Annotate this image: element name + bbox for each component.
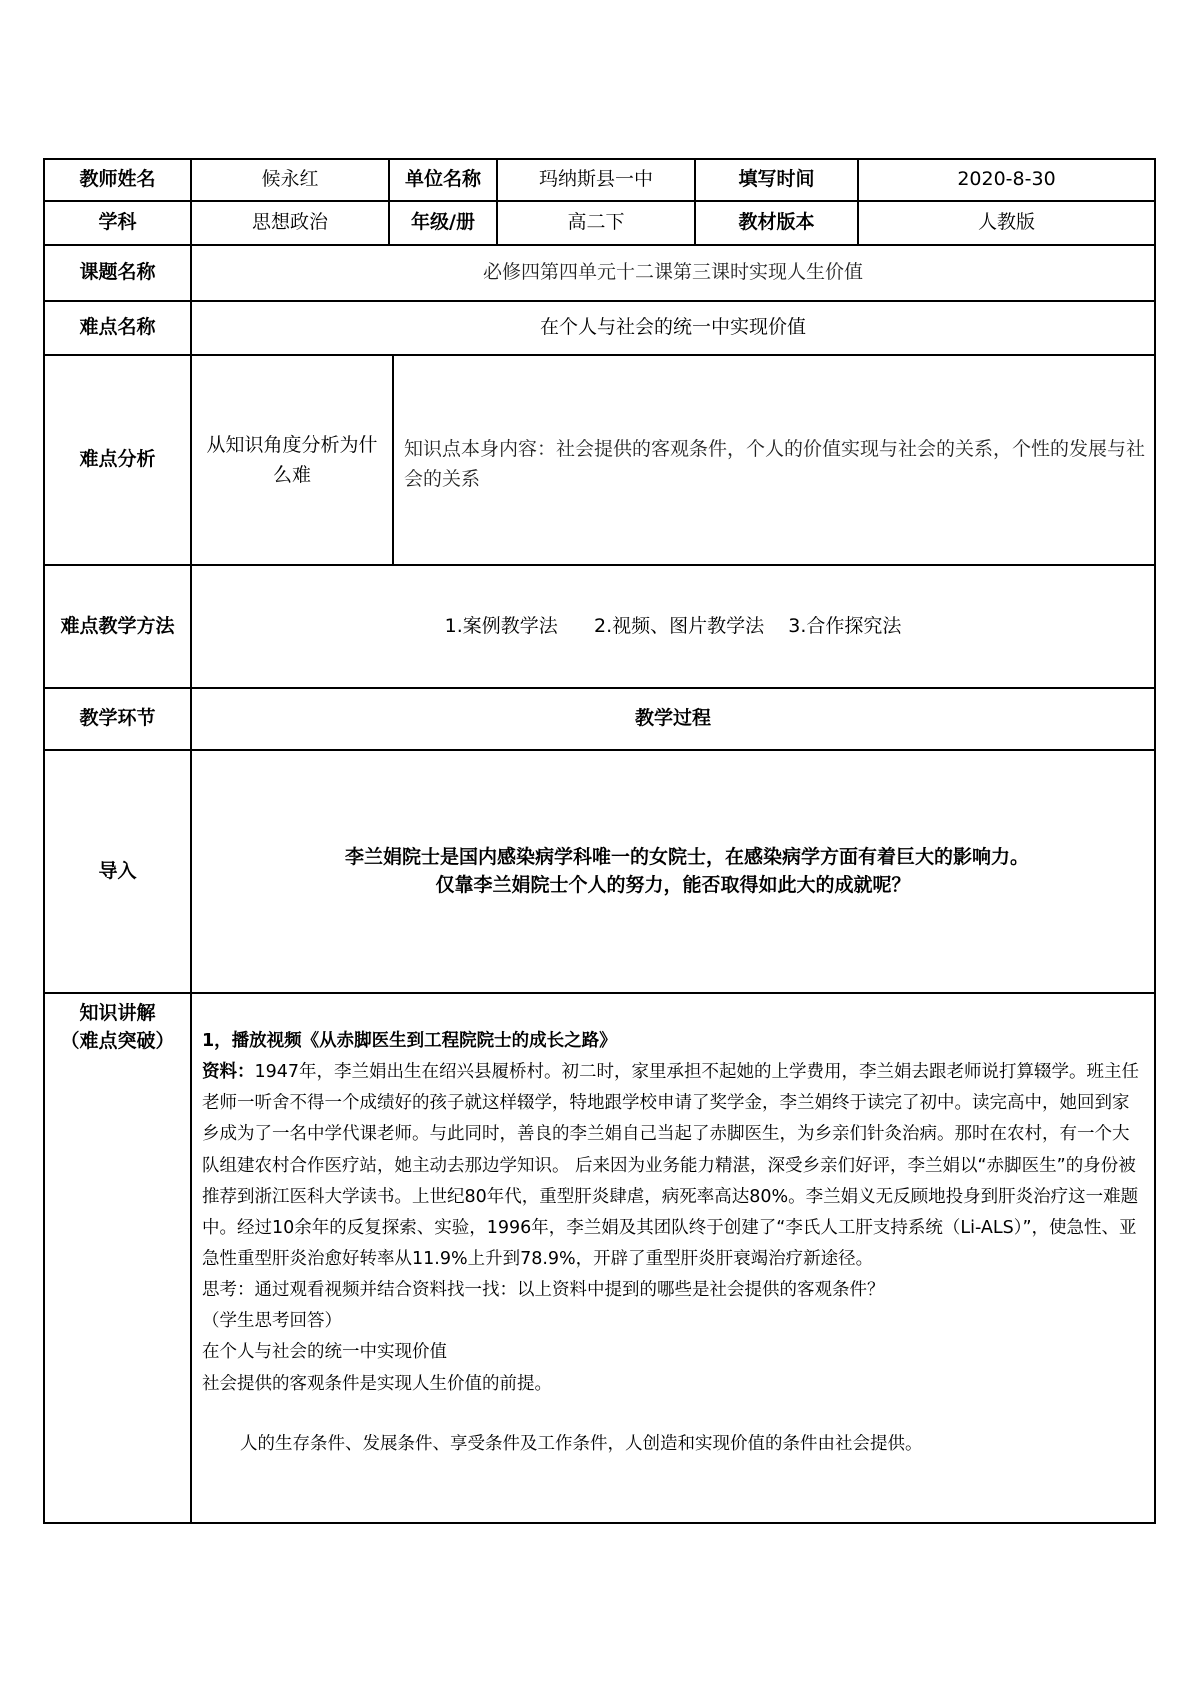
intro-row (44, 750, 1155, 993)
knowledge-row (44, 993, 1155, 1523)
intro-label: 导入 (44, 750, 191, 993)
material-paragraph (202, 1057, 1144, 1275)
knowledge-label-line-2: （难点突破） (60, 1029, 175, 1052)
teacher-label: 教师姓名 (44, 159, 191, 201)
video-heading: 1，播放视频《从赤脚医生到工程院院士的成长之路》 (202, 1031, 617, 1051)
teacher-value: 候永红 (191, 159, 389, 201)
difficulty-row (44, 301, 1155, 355)
header-row-1 (44, 159, 1155, 201)
topic-value: 必修四第四单元十二课第三课时实现人生价值 (191, 245, 1155, 301)
think-question: 思考：通过观看视频并结合资料找一找：以上资料中提到的哪些是社会提供的客观条件？ (202, 1280, 885, 1301)
methods-row (44, 565, 1155, 688)
material-label: 资料： (202, 1062, 255, 1083)
knowledge-label-line-1: 知识讲解 (79, 1002, 156, 1024)
date-label: 填写时间 (695, 159, 858, 201)
knowledge-label (44, 993, 191, 1523)
methods-text: 1.案例教学法 2.视频、图片教学法 3.合作探究法 (191, 565, 1155, 688)
analysis-cell (191, 355, 1155, 565)
subject-value: 思想政治 (191, 201, 389, 245)
analysis-text: 知识点本身内容：社会提供的客观条件，个人的价值实现与社会的关系，个性的发展与社会的关系 (404, 438, 1146, 491)
subject-label: 学科 (44, 201, 191, 245)
grade-label: 年级/册 (389, 201, 497, 245)
intro-cell (191, 750, 1155, 993)
analysis-label: 难点分析 (44, 355, 191, 565)
difficulty-value: 在个人与社会的统一中实现价值 (191, 301, 1155, 355)
material-text: 1947年，李兰娟出生在绍兴县履桥村。初二时，家里承担不起她的上学费用，李兰娟去跟老师说打算辍学。班主任老师一听舍不得一个成绩好的孩子就这样辍学，特地跟学校申请了奖学金，李兰娟终于读完了初中。读完高中，她回到家乡成为了一名中学代课老师。与此同时，善良的李兰娟自己当起了赤脚医生，为乡亲们针灸治病。那时在农村，有一个大队组建农村合作医疗站，她主动去那边学知识。 后来因为业务能力精湛，深受乡亲们好评，李兰娟以“赤脚医生”的身份被推荐到浙江医科大学读书。上世纪80年代，重型肝炎肆虐，病死率高达80%。李兰娟义无反顾地投身到肝炎治疗这一难题中。经过10余年的反复探索、实验，1996年，李兰娟及其团队终于创建了“李氏人工肝支持系统（Li-ALS）”，使急性、亚急性重型肝炎治愈好转率从11.9%上升到78.9%，开辟了重型肝炎肝衰竭治疗新途径。 (202, 1062, 1140, 1269)
header-row-2 (44, 201, 1155, 245)
analysis-row (44, 355, 1155, 565)
point-2: 社会提供的客观条件是实现人生价值的前提。 (202, 1373, 552, 1394)
analysis-inner (192, 356, 1154, 564)
topic-label: 课题名称 (44, 245, 191, 301)
edition-value: 人教版 (858, 201, 1155, 245)
methods-label: 难点教学方法 (44, 565, 191, 688)
date-value: 2020-8-30 (858, 159, 1155, 201)
point-1: 在个人与社会的统一中实现价值 (202, 1342, 447, 1363)
intro-line-1: 李兰娟院士是国内感染病学科唯一的女院士，在感染病学方面有着巨大的影响力。 (344, 845, 1029, 868)
intro-line-2: 仅靠李兰娟院士个人的努力，能否取得如此大的成就呢？ (435, 873, 911, 896)
lesson-plan-table (43, 158, 1156, 1524)
topic-row (44, 245, 1155, 301)
process-stage-label: 教学环节 (44, 688, 191, 750)
knowledge-body (191, 993, 1155, 1523)
difficulty-label: 难点名称 (44, 301, 191, 355)
unit-value: 玛纳斯县一中 (497, 159, 695, 201)
process-label: 教学过程 (191, 688, 1155, 750)
process-header-row (44, 688, 1155, 750)
point-3: 人的生存条件、发展条件、享受条件及工作条件，人创造和实现价值的条件由社会提供。 (240, 1433, 923, 1454)
unit-label: 单位名称 (389, 159, 497, 201)
analysis-angle: 从知识角度分析为什么难 (192, 356, 394, 564)
grade-value: 高二下 (497, 201, 695, 245)
edition-label: 教材版本 (695, 201, 858, 245)
student-note: （学生思考回答） (202, 1311, 342, 1332)
